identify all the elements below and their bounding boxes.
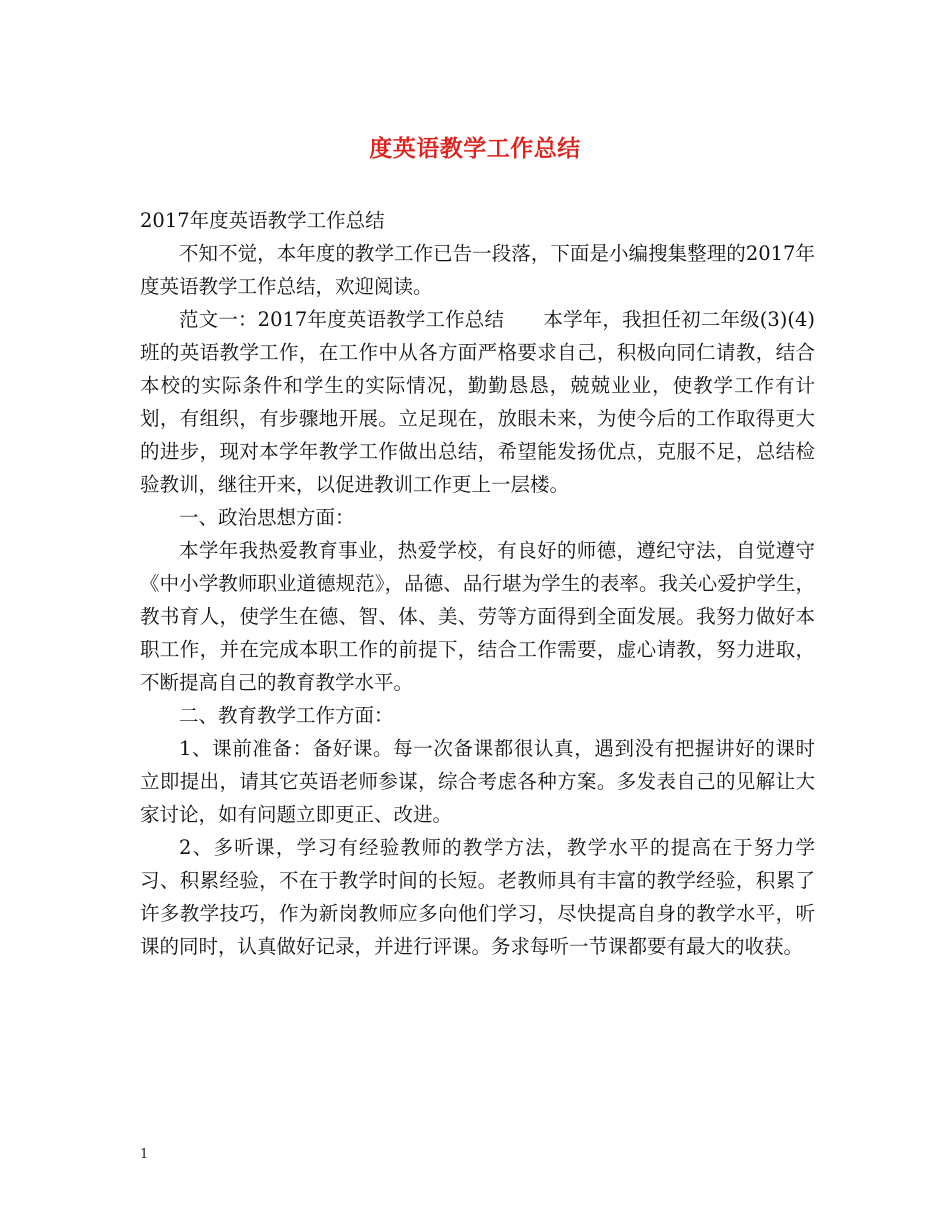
section-heading-teaching: 二、教育教学工作方面： (179, 704, 394, 727)
lesson-prep-paragraph: 1、课前准备：备好课。每一次备课都很认真，遇到没有把握讲好的课时立即提出，请其它英语老师参谋，综合考虑各种方案。多发表自己的见解让大家讨论，如有问题立即更正、改进。 (140, 737, 815, 826)
political-paragraph: 本学年我热爱教育事业，热爱学校，有良好的师德，遵纪守法，自觉遵守《中小学教师职业道德规范》，品德、品行堪为学生的表率。我关心爱护学生，教书育人，使学生在德、智、体、美、劳等方面得到全面发展。我努力做好本职工作，并在完成本职工作的前提下，结合工作需要，虚心请教，努力进取，不断提高自己的教育教学水平。 (140, 539, 815, 694)
document-subtitle: 2017年度英语教学工作总结 (140, 209, 385, 232)
page-number: 1 (140, 1147, 149, 1162)
intro-paragraph: 不知不觉，本年度的教学工作已告一段落，下面是小编搜集整理的2017年度英语教学工作总结，欢迎阅读。 (140, 242, 815, 298)
section-heading-political: 一、政治思想方面： (179, 506, 355, 529)
sample-text-paragraph: 范文一：2017年度英语教学工作总结 本学年，我担任初二年级(3)(4)班的英语教学工作，在工作中从各方面严格要求自己，积极向同仁请教，结合本校的实际条件和学生的实际情况，勤勤恳恳，兢兢业业，使教学工作有计划，有组织，有步骤地开展。立足现在，放眼未来，为使今后的工作取得更大的进步，现对本学年教学工作做出总结，希望能发扬优点，克服不足，总结检验教训，继往开来，以促进教训工作更上一层楼。 (140, 308, 815, 496)
page-title: 度英语教学工作总结 (369, 135, 581, 162)
document-body (140, 204, 815, 963)
lesson-observation-paragraph: 2、多听课，学习有经验教师的教学方法，教学水平的提高在于努力学习、积累经验，不在于教学时间的长短。老教师具有丰富的教学经验，积累了许多教学技巧，作为新岗教师应多向他们学习，尽快提高自身的教学水平，听课的同时，认真做好记录，并进行评课。务求每听一节课都要有最大的收获。 (140, 836, 815, 958)
